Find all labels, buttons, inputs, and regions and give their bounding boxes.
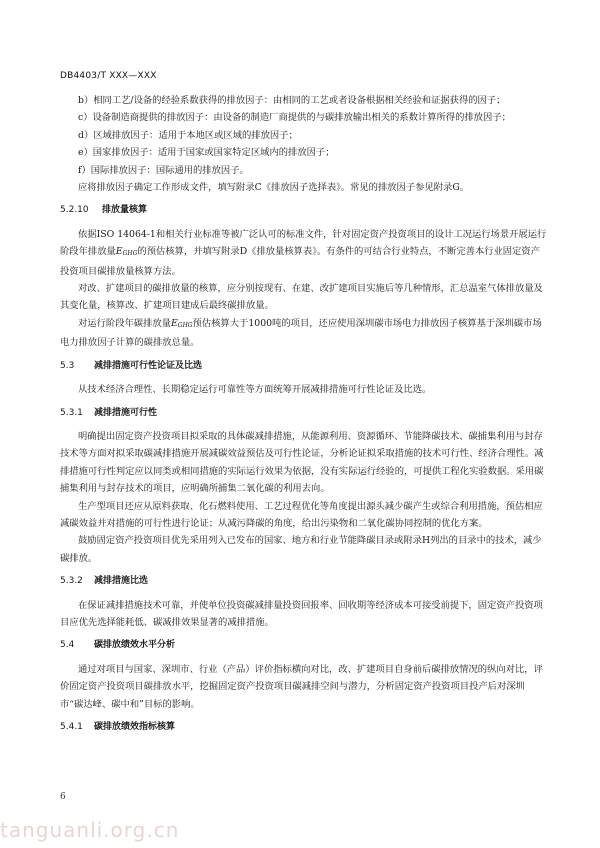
paragraph <box>60 315 548 352</box>
section-number: 5.2.10 <box>60 205 89 216</box>
variable-subscript: GHG <box>177 321 193 329</box>
section-number: 5.3.2 <box>60 576 83 587</box>
document-id-header: DB4403/T XXX—XXX <box>60 71 157 81</box>
factor-note: 应将排放因子确定工作形成文件，填写附录C《排放因子选择表》。常见的排放因子参见附录G。 <box>78 182 470 194</box>
section-heading-5-4-1 <box>60 719 548 736</box>
section-heading-5-3-1 <box>60 405 548 422</box>
section-title: 碳排放绩效水平分析 <box>94 640 176 651</box>
factor-item-f: f）国际排放因子：国际通用的排放因子。 <box>78 164 249 176</box>
paragraph: 生产型项目还应从原料获取、化石燃料使用、工艺过程优化等角度提出源头减少碳产生或综合利用措施，预估相应减碳效益并对措施的可行性进行论证；从减污降碳的角度，给出污染物和二氧化碳协同控制的优化方案。 <box>60 500 543 529</box>
text-run: 依据ISO 14064-1和相关行业标准等被广泛认可的标准文件，针对固定资产投资项目的设计工况运行场景开展运行阶段年排放量 <box>60 228 547 258</box>
section-heading-5-3 <box>60 358 548 375</box>
text-run: 对运行阶段年碳排放量 <box>78 317 171 329</box>
section-title: 减排措施可行性论证及比选 <box>94 360 203 371</box>
section-number: 5.3.1 <box>60 407 83 418</box>
paragraph <box>60 226 548 280</box>
text-run: 预估核算大于1000吨的项目，还应使用深圳碳市场电力排放因子核算基于深圳碳市场电力排放因子计算的碳排放总量。 <box>60 317 542 349</box>
section-title: 碳排放绩效指标核算 <box>94 722 176 732</box>
page-number: 6 <box>60 792 66 802</box>
section-heading-5-2-10 <box>60 202 548 219</box>
section-title: 减排措施比选 <box>94 576 149 587</box>
section-number: 5.4 <box>60 640 75 651</box>
section-title: 排放量核算 <box>102 205 148 216</box>
paragraph: 鼓励固定资产投资项目优先采用列入已发布的国家、地方和行业节能降碳目录或附录H列出的目录中的技术，减少碳排放。 <box>60 535 542 564</box>
variable-e: E <box>115 246 123 258</box>
page-body <box>60 92 548 736</box>
paragraph: 通过对项目与国家、深圳市、行业（产品）评价指标横向对比，改、扩建项目自身前后碳排放情况的纵向对比，评价固定资产投资项目碳排放水平，挖掘固定资产投资项目碳减排空间与潜力，分析固定资产投资项目投产后对深圳市“碳达峰、碳中和”目标的影响。 <box>60 663 543 710</box>
variable-subscript: GHG <box>122 250 138 258</box>
paragraph: 对改、扩建项目的碳排放量的核算，应分别按现有、在建、改扩建项目实施后等几种情形，汇总温室气体排放量及其变化量，核算改、扩建项目建成后最终碳排放量。 <box>60 283 543 312</box>
paragraph: 从技术经济合理性、长期稳定运行可靠性等方面统筹开展减排措施可行性论证及比选。 <box>78 384 432 396</box>
section-number: 5.3 <box>60 360 75 371</box>
factor-item-e: e）国家排放因子：适用于国家或国家特定区域内的排放因子； <box>78 147 335 159</box>
factor-item-d: d）区域排放因子：适用于本地区或区域的排放因子； <box>78 129 298 141</box>
text-run: 的预估核算，并填写附录D《排放量核算表》。有条件的可结合行业特点，不断完善本行业固定资产投资项目碳排放量核算方法。 <box>60 246 540 277</box>
factor-item-b: b）相同工艺/设备的经验系数获得的排放因子：由相同的工艺或者设备根据相关经验和证据获得的因子； <box>78 95 506 106</box>
site-watermark: tanguanli.org.cn <box>0 818 180 842</box>
variable-e: E <box>170 317 178 329</box>
section-heading-5-3-2 <box>60 573 548 590</box>
section-title: 减排措施可行性 <box>94 407 158 418</box>
section-heading-5-4 <box>60 637 548 654</box>
paragraph: 明确提出固定资产投资项目拟采取的具体碳减排措施，从能源利用、资源循环、节能降碳技术、碳捕集利用与封存技术等方面对拟采取碳减排措施开展减碳效益预估及可行性论证，分析论证拟采取措施的技术可行性、经济合理性。减排措施可行性判定应以同类或相同措施的实际运行效果为依据，没有实际运行经验的，可提供工程化实验数据。采用碳捕集利用与封存技术的项目，应明确所捕集二氧化碳的利用去向。 <box>60 430 544 495</box>
section-number: 5.4.1 <box>60 722 83 732</box>
paragraph: 在保证减排措施技术可靠，并使单位投资碳减排量投资回报率、回收期等经济成本可接受前提下，固定资产投资项目应优先选择能耗低、碳减排效果显著的减排措施。 <box>60 599 543 628</box>
factor-item-c: c）设备制造商提供的排放因子：由设备的制造厂商提供的与碳排放输出相关的系数计算所得的排放因子； <box>78 112 511 124</box>
